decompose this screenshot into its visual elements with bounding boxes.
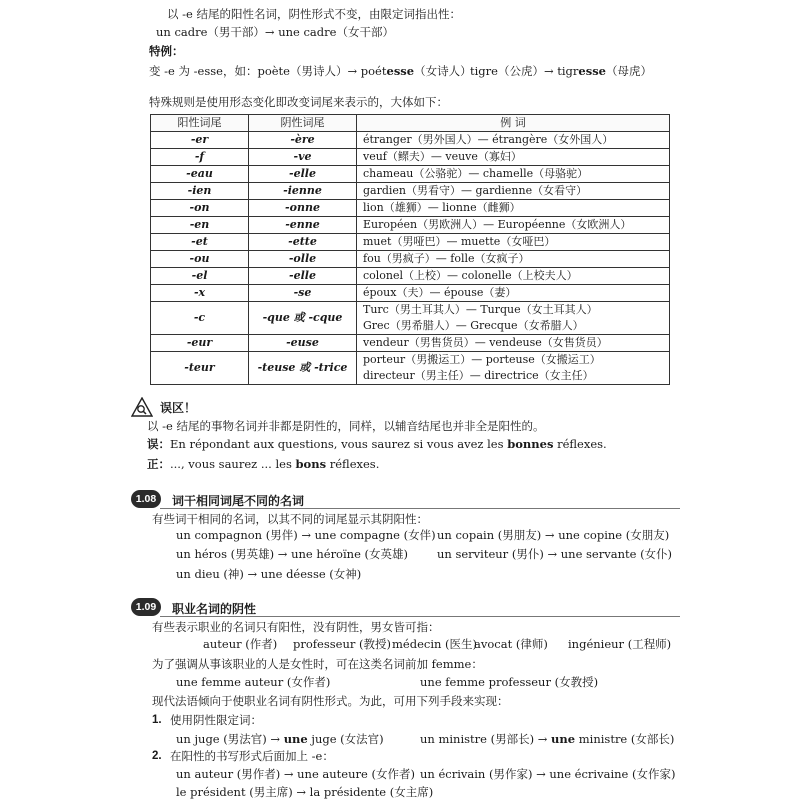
table-header-row [151,115,670,132]
step-2-text: 在阳性的书写形式后面加上 -e： [170,749,334,763]
header-masculine: 阳性词尾 [151,115,249,132]
feminine-ending: -ère [249,132,357,149]
step-2-example-2: un écrivain (男作家) → une écrivaine (女作家) [420,767,676,781]
masculine-ending: -teur [151,352,249,385]
feminine-ending: -teuse 或 -trice [249,352,357,385]
ending-rules-table [150,114,670,385]
table-row [151,166,670,183]
example-word-pair: Turc（男土耳其人）— Turque（女土耳其人） [363,303,598,316]
masculine-ending: -en [151,217,249,234]
table-row [151,234,670,251]
example-word-pair: vendeur（男售货员）— vendeuse（女售货员） [363,336,608,349]
example-word-pair: veuf（鳏夫）— veuve（寡妇） [363,150,522,163]
example-word-pair: Européen（男欧洲人）— Européenne（女欧洲人） [363,218,632,231]
intro-line: 以 -e 结尾的阳性名词，阴性形式不变，由限定词指出性： [167,7,461,21]
table-row [151,132,670,149]
example-word-pair: chameau（公骆驼）— chamelle（母骆驼） [363,167,589,180]
masculine-ending: -el [151,268,249,285]
feminine-ending: -ve [249,149,357,166]
masculine-ending: -eau [151,166,249,183]
step-1-example-1: un juge (男法官) → une juge (女法官) [176,732,384,746]
table-row [151,352,670,385]
feminine-ending: -elle [249,268,357,285]
example-cell [357,234,670,251]
step-1-number: 1. [152,714,162,726]
feminine-ending: -se [249,285,357,302]
masculine-ending: -ou [151,251,249,268]
table-row [151,268,670,285]
table-row [151,251,670,268]
masculine-ending: -eur [151,335,249,352]
step-1-example-2: un ministre (男部长) → une ministre (女部长) [420,732,675,746]
job-avocat: avocat (律师) [474,637,548,651]
s108-example-5: un dieu (神) → une déesse (女神) [176,567,362,581]
section-109-intro: 有些表示职业的名词只有阳性，没有阴性，男女皆可指： [152,620,440,634]
job-auteur: auteur (作者) [203,637,278,651]
job-medecin: médecin (医生) [392,637,478,651]
s108-example-1: un compagnon (男伴) → une compagne (女伴) [176,528,436,542]
table-intro: 特殊规则是使用形态变化即改变词尾来表示的，大体如下： [149,95,448,109]
feminine-ending: -elle [249,166,357,183]
masculine-ending: -on [151,200,249,217]
intro-example: un cadre（男干部）→ une cadre（女干部） [156,25,394,39]
example-word-pair: gardien（男看守）— gardienne（女看守） [363,184,588,197]
table-row [151,285,670,302]
warning-right-example: 正：..., vous saurez ... les bons réflexes. [147,457,380,471]
example-cell [357,251,670,268]
masculine-ending: -f [151,149,249,166]
example-cell [357,217,670,234]
special-ex1: poète（男诗人）→ poétesse（女诗人） [257,64,472,78]
table-row [151,149,670,166]
special-rule: 变 -e 为 -esse，如： [149,64,258,78]
special-rule-line [149,63,472,79]
example-cell [357,335,670,352]
feminine-ending: -onne [249,200,357,217]
example-word-pair: époux（夫）— épouse（妻） [363,286,517,299]
example-word-pair: Grec（男希腊人）— Grecque（女希腊人） [363,319,584,332]
femme-intro: 为了强调从事该职业的人是女性时，可在这类名词前加 femme： [152,657,483,671]
example-word-pair: colonel（上校）— colonelle（上校夫人） [363,269,578,282]
feminine-ending: -ette [249,234,357,251]
example-word-pair: muet（男哑巴）— muette（女哑巴） [363,235,556,248]
header-examples: 例 词 [357,115,670,132]
example-word-pair: directeur（男主任）— directrice（女主任） [363,369,594,382]
feminine-ending: -ienne [249,183,357,200]
masculine-ending: -x [151,285,249,302]
example-word-pair: lion（雄狮）— lionne（雌狮） [363,201,521,214]
section-109-title: 职业名词的阴性 [172,602,257,616]
step-2-example-3: le président (男主席) → la présidente (女主席) [176,785,434,799]
section-108-rule [160,508,680,509]
example-cell [357,132,670,149]
modern-intro: 现代法语倾向于使职业名词有阴性形式。为此，可用下列手段来实现： [152,694,509,708]
table-row [151,200,670,217]
example-cell [357,285,670,302]
masculine-ending: -er [151,132,249,149]
example-cell [357,200,670,217]
masculine-ending: -ien [151,183,249,200]
warning-wrong-example: 误：En répondant aux questions, vous saurez si vous avez les bonnes réflexes. [147,437,607,451]
example-cell [357,166,670,183]
feminine-ending: -enne [249,217,357,234]
example-word-pair: fou（男疯子）— folle（女疯子） [363,252,530,265]
table-row [151,302,670,335]
job-professeur: professeur (教授) [293,637,391,651]
section-109-number: 1.09 [131,598,161,616]
section-109-rule [160,616,680,617]
feminine-ending: -que 或 -cque [249,302,357,335]
s108-example-4: un serviteur (男仆) → une servante (女仆) [437,547,673,561]
femme-example-1: une femme auteur (女作者) [176,675,331,689]
example-cell [357,183,670,200]
header-feminine: 阴性词尾 [249,115,357,132]
special-ex2: tigre（公虎）→ tigresse（母虎） [470,64,653,78]
table-row [151,335,670,352]
warning-magnifier-icon [131,397,153,417]
section-108-number: 1.08 [131,490,161,508]
example-word-pair: porteur（男搬运工）— porteuse（女搬运工） [363,353,601,366]
example-cell [357,268,670,285]
s108-example-2: un copain (男朋友) → une copine (女朋友) [437,528,670,542]
table-row [151,217,670,234]
s108-example-3: un héros (男英雄) → une héroïne (女英雄) [176,547,409,561]
warning-title: 误区！ [160,401,197,415]
masculine-ending: -c [151,302,249,335]
section-108-intro: 有些词干相同的名词，以其不同的词尾显示其阴阳性： [152,512,428,526]
example-cell [357,352,670,385]
example-cell [357,302,670,335]
step-1-text: 使用阴性限定词： [170,713,262,727]
step-2-number: 2. [152,750,162,762]
table-row [151,183,670,200]
example-cell [357,149,670,166]
warning-text: 以 -e 结尾的事物名词并非都是阴性的，同样，以辅音结尾也并非全是阳性的。 [147,419,545,433]
special-title: 特例： [149,46,184,58]
section-108-title: 词干相同词尾不同的名词 [172,494,305,508]
feminine-ending: -olle [249,251,357,268]
feminine-ending: -euse [249,335,357,352]
femme-example-2: une femme professeur (女教授) [420,675,599,689]
example-word-pair: étranger（男外国人）— étrangère（女外国人） [363,133,614,146]
step-2-example-1: un auteur (男作者) → une auteure (女作者) [176,767,415,781]
masculine-ending: -et [151,234,249,251]
job-ingenieur: ingénieur (工程师) [568,637,672,651]
